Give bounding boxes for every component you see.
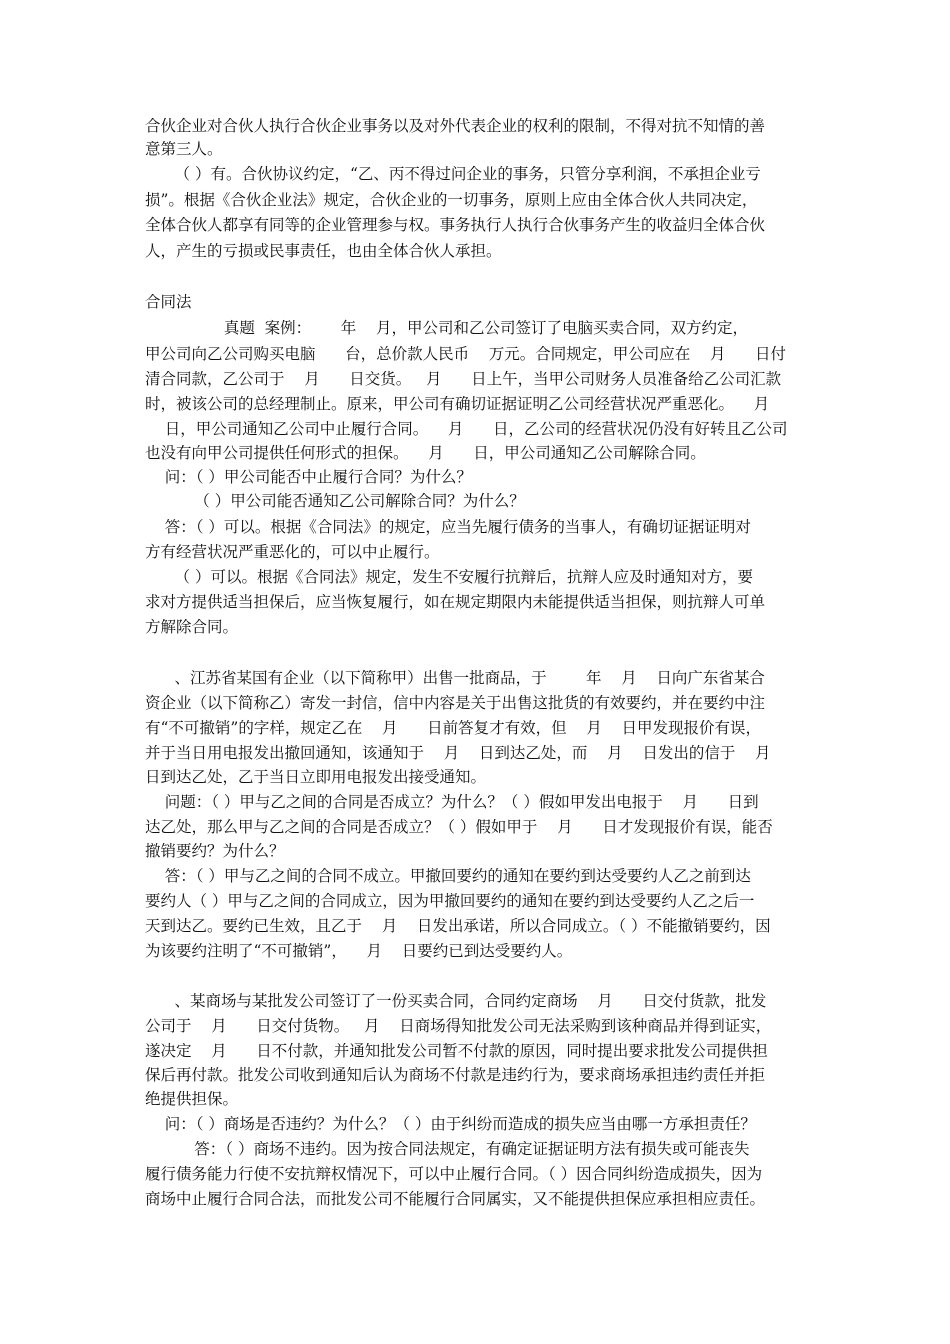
text-line: 、江苏省某国有企业（以下简称甲）出售一批商品，于 年 月 日向广东省某合 bbox=[145, 669, 765, 687]
text-line: 真题 案例： 年 月，甲公司和乙公司签订了电脑买卖合同，双方约定， bbox=[145, 319, 748, 337]
answer-line: （ ）可以。根据《合同法》规定，发生不安履行抗辩后，抗辩人应及时通知对方，要 bbox=[145, 568, 753, 586]
question-line: 问：（ ）商场是否违约？为什么？（ ）由于纠纷而造成的损失应当由哪一方承担责任？ bbox=[145, 1115, 756, 1133]
question-line: 达乙处，那么甲与乙之间的合同是否成立？（ ）假如甲于 月 日才发现报价有误，能否 bbox=[145, 818, 773, 836]
text-line: 人，产生的亏损或民事责任，也由全体合伙人承担。 bbox=[145, 242, 502, 260]
answer-line: 答：（ ）甲与乙之间的合同不成立。甲撤回要约的通知在要约到达受要约人乙之前到达 bbox=[145, 867, 751, 885]
question-line: 撤销要约？为什么？ bbox=[145, 842, 285, 860]
section-heading: 合同法 bbox=[145, 293, 192, 311]
question-line: （ ）甲公司能否通知乙公司解除合同？为什么？ bbox=[145, 492, 525, 510]
text-line: 遂决定 月 日不付款，并通知批发公司暂不付款的原因，同时提出要求批发公司提供担 bbox=[145, 1042, 768, 1060]
text-line: 有“不可撤销”的字样，规定乙在 月 日前答复才有效，但 月 日甲发现报价有误， bbox=[145, 719, 762, 737]
answer-line: 为该要约注明了“不可撤销”， 月 日要约已到达受要约人。 bbox=[145, 942, 573, 960]
text-line: 保后再付款。批发公司收到通知后认为商场不付款是违约行为，要求商场承担违约责任并拒 bbox=[145, 1066, 766, 1084]
answer-line: 方有经营状况严重恶化的，可以中止履行。 bbox=[145, 543, 440, 561]
text-line: 资企业（以下简称乙）寄发一封信，信中内容是关于出售这批货的有效要约，并在要约中注 bbox=[145, 694, 766, 712]
text-line: 意第三人。 bbox=[145, 140, 223, 158]
text-line: 、某商场与某批发公司签订了一份买卖合同，合同约定商场 月 日交付货款，批发 bbox=[145, 992, 767, 1010]
text-line: 绝提供担保。 bbox=[145, 1090, 239, 1108]
text-line: 损”。根据《合伙企业法》规定，合伙企业的一切事务，原则上应由全体合伙人共同决定， bbox=[145, 191, 758, 209]
answer-line: 商场中止履行合同合法，而批发公司不能履行合同属实，又不能提供担保应承担相应责任。 bbox=[145, 1190, 766, 1208]
question-line: 问题：（ ）甲与乙之间的合同是否成立？为什么？（ ）假如甲发出电报于 月 日到 bbox=[145, 793, 759, 811]
text-line: 并于当日用电报发出撤回通知，该通知于 月 日到达乙处，而 月 日发出的信于 月 bbox=[145, 744, 771, 762]
answer-line: 要约人（ ）甲与乙之间的合同成立，因为甲撤回要约的通知在要约到达受要约人乙之后一 bbox=[145, 892, 755, 910]
text-line: 清合同款，乙公司于 月 日交货。 月 日上午，当甲公司财务人员准备给乙公司汇款 bbox=[145, 370, 782, 388]
answer-line: 天到达乙。要约已生效，且乙于 月 日发出承诺，所以合同成立。（ ）不能撤销要约，因 bbox=[145, 917, 771, 935]
text-line: 全体合伙人都享有同等的企业管理参与权。事务执行人执行合伙事务产生的收益归全体合伙 bbox=[145, 216, 766, 234]
text-line: 日，甲公司通知乙公司中止履行合同。 月 日，乙公司的经营状况仍没有好转且乙公司 bbox=[145, 420, 788, 438]
text-line: 日到达乙处，乙于当日立即用电报发出接受通知。 bbox=[145, 768, 487, 786]
answer-line: 答：（ ）商场不违约。因为按合同法规定，有确定证据证明方法有损失或可能丧失 bbox=[145, 1140, 750, 1158]
text-line: （ ）有。合伙协议约定，“乙、丙不得过问企业的事务，只管分享利润，不承担企业亏 bbox=[145, 165, 761, 183]
text-line: 甲公司向乙公司购买电脑 台，总价款人民币 万元。合同规定，甲公司应在 月 日付 bbox=[145, 345, 787, 363]
text-line: 公司于 月 日交付货物。 月 日商场得知批发公司无法采购到该种商品并得到证实， bbox=[145, 1017, 772, 1035]
answer-line: 方解除合同。 bbox=[145, 618, 239, 636]
text-line: 时，被该公司的总经理制止。原来，甲公司有确切证据证明乙公司经营状况严重恶化。 月 bbox=[145, 395, 770, 413]
question-line: 问：（ ）甲公司能否中止履行合同？为什么？ bbox=[145, 468, 472, 486]
text-line: 也没有向甲公司提供任何形式的担保。 月 日，甲公司通知乙公司解除合同。 bbox=[145, 444, 706, 462]
answer-line: 答：（ ）可以。根据《合同法》的规定，应当先履行债务的当事人，有确切证据证明对 bbox=[145, 518, 751, 536]
text-line: 合伙企业对合伙人执行合伙企业事务以及对外代表企业的权利的限制，不得对抗不知情的善 bbox=[145, 117, 766, 135]
answer-line: 履行债务能力行使不安抗辩权情况下，可以中止履行合同。（ ）因合同纠纷造成损失，因为 bbox=[145, 1165, 763, 1183]
answer-line: 求对方提供适当担保后，应当恢复履行，如在规定期限内未能提供适当担保，则抗辩人可单 bbox=[145, 593, 766, 611]
